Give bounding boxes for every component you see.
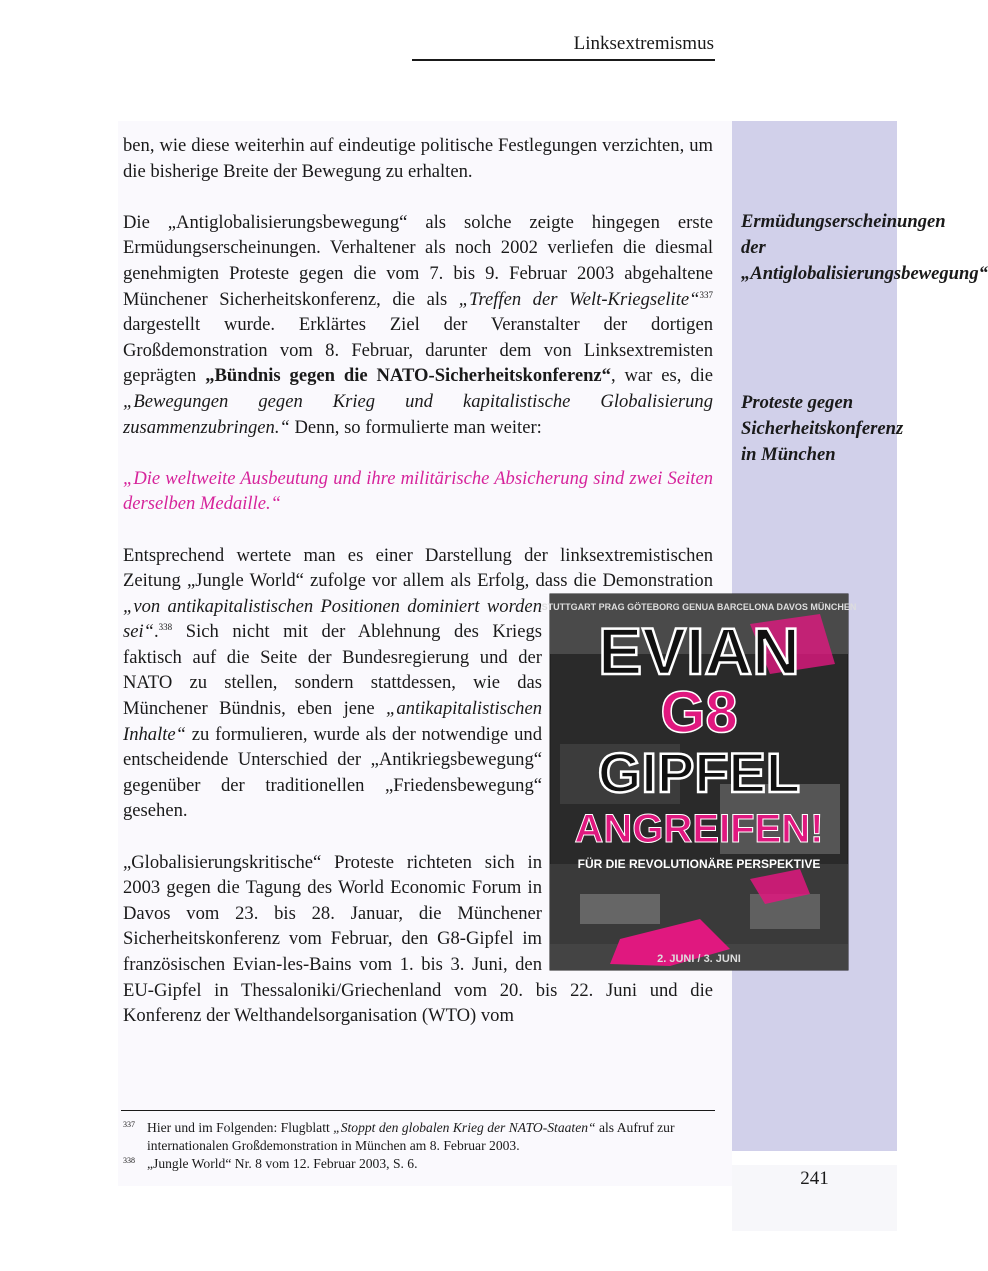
poster-graphic: [541, 594, 857, 970]
poster-gipfel: GIPFEL: [597, 740, 801, 804]
paragraph-2: [123, 210, 713, 440]
footnote-337: [123, 1119, 715, 1155]
paragraph-2-text-b: dargestellt wurde. Erklärtes Ziel der Veranstalter der dortigen Großdemonstration vom 8. Februar, darunter dem von Linksextremisten geprägten: [123, 314, 713, 387]
footnote-ref-338: 338: [158, 622, 173, 633]
footnote-rule: [121, 1110, 715, 1111]
quote-welt-kriegselite: „Treffen der Welt-Kriegselite“: [458, 288, 700, 310]
footnote-number: 337: [123, 1120, 135, 1129]
margin-note-ermuedung: Ermüdungserscheinungen der „Antiglobalisierungsbewegung“: [741, 211, 988, 284]
paragraph-2-text-d: Denn, so formulierte man weiter:: [289, 416, 542, 438]
paragraph-3-text-a: Entsprechend wertete man es einer Darstellung der linksextremistischen Zeitung „Jungle World“ zufolge vor allem als Erfolg, dass die Demonstration: [123, 544, 713, 592]
running-header: Linksextremismus: [573, 33, 714, 54]
footnote-number: 338: [123, 1156, 135, 1165]
footnote-ref-337: 337: [699, 289, 713, 300]
footnote-text: „Jungle World“ Nr. 8 vom 12. Februar 2003, S. 6.: [147, 1156, 418, 1171]
poster-subline: FÜR DIE REVOLUTIONÄRE PERSPEKTIVE: [577, 856, 821, 871]
header-rule: [412, 59, 715, 61]
poster-g8: G8: [660, 679, 738, 745]
margin-note-proteste: Proteste gegen Sicherheitskonferenz in München: [741, 392, 904, 465]
footnote-title: „Stoppt den globalen Krieg der NATO-Staaten“: [333, 1120, 596, 1135]
paragraph-3-text-b: .: [154, 621, 159, 643]
footnote-text: als Aufruf zur internationalen Großdemonstration in München am 8. Februar 2003.: [147, 1120, 675, 1153]
quote-bewegungen: „Bewegungen gegen Krieg und kapitalistische Globalisierung zusammenzubringen.“: [123, 390, 713, 438]
poster-image: [541, 594, 857, 970]
paragraph-1: ben, wie diese weiterhin auf eindeutige politische Festlegungen verzichten, um die bisherige Breite der Bewegung zu erhalten.: [123, 135, 713, 182]
quote-antikapitalistisch: „von antikapitalistischen Positionen dominiert worden sei“: [123, 595, 542, 643]
paragraph-2-text-a: Die „Antiglobalisierungsbewegung“ als solche zeigte hingegen erste Ermüdungserscheinungen. Verhaltener als noch 2002 verliefen die diesmal genehmigten Proteste gegen die vom 7. bis 9. Februar 2003 abgehaltene Münchener Sicherheitskonferenz, die als: [123, 211, 713, 310]
paragraph-4: „Globalisierungskritische“ Proteste richteten sich in 2003 gegen die Tagung des World Economic Forum in Davos vom 23. bis 28. Januar, die Münchener Sicherheitskonferenz vom Februar, den G8-Gipfel im französischen Evian-les-Bains vom 1. bis 3. Juni, den EU-Gipfel in Thessaloniki/Griechenland vom 20. bis 22. Juni und die Konferenz der Welthandelsorganisation (WTO) vom: [123, 851, 713, 1027]
footnotes: [123, 1119, 715, 1173]
paragraph-2-text-c: , war es, die: [610, 365, 713, 387]
poster-date: 2. JUNI / 3. JUNI: [657, 952, 741, 965]
poster-evian: EVIAN: [598, 613, 800, 688]
organization-name: „Bündnis gegen die NATO-Sicherheitskonferenz“: [205, 365, 611, 387]
quote-inhalte: „antikapitalistischen Inhalte“: [123, 698, 542, 745]
poster-city-list: STUTTGART PRAG GÖTEBORG GENUA BARCELONA DAVOS MÜNCHEN: [541, 601, 857, 612]
poster-angreifen: ANGREIFEN!: [574, 806, 824, 851]
page-number: 241: [800, 1168, 829, 1189]
paragraph-3-text-d: zu formulieren, wurde als der notwendige und entscheidende Unterschied der „Antikriegsbewegung“ gegenüber der traditionellen „Friedensbewegung“ gesehen.: [123, 723, 542, 822]
footnote-text: Hier und im Folgenden: Flugblatt: [147, 1120, 334, 1135]
footnote-338: [123, 1155, 715, 1173]
paragraph-3-text-c: Sich nicht mit der Ablehnung des Kriegs faktisch auf die Seite der Bundesregierung und der NATO zu stellen, sondern stattdessen, wie das Münchener Bündnis, eben jene: [123, 621, 542, 720]
block-quote: „Die weltweite Ausbeutung und ihre militärische Absicherung sind zwei Seiten derselben Medaille.“: [123, 467, 713, 515]
